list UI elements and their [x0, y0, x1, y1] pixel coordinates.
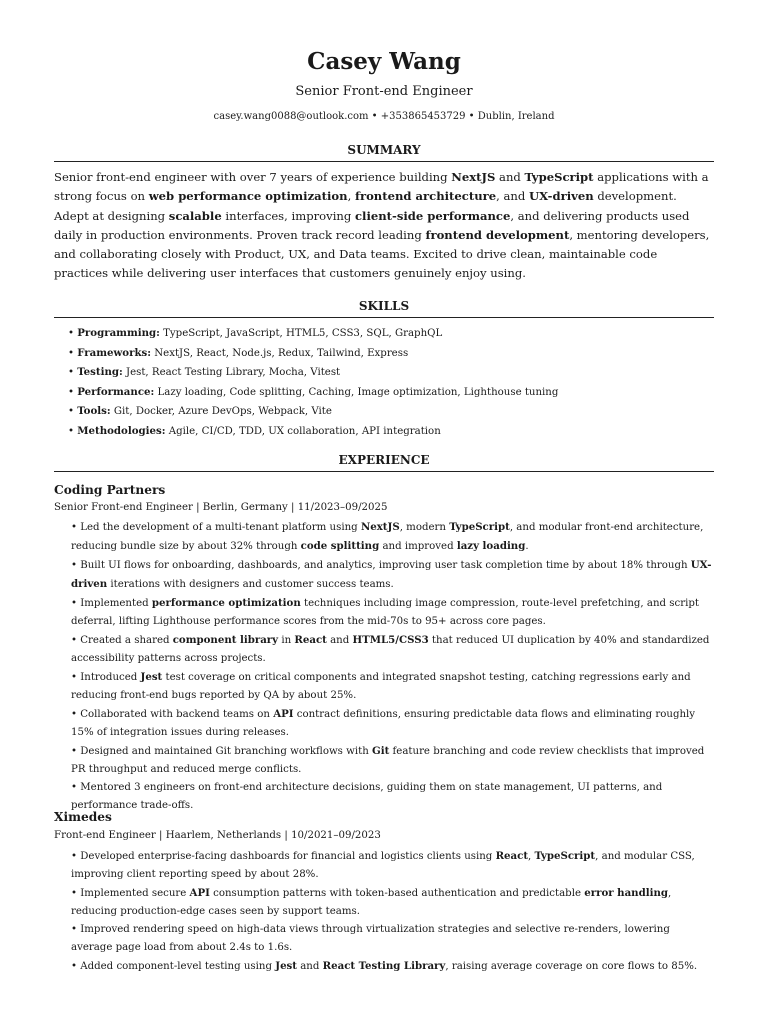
- bullet: •: [71, 709, 81, 720]
- skill-value: Agile, CI/CD, TDD, UX collaboration, API integration: [165, 425, 441, 437]
- bold-text: React Testing Library: [322, 960, 446, 972]
- skill-item: [68, 402, 714, 422]
- text-run: interfaces, improving: [221, 208, 355, 223]
- bullet: •: [71, 888, 81, 899]
- company-name: Ximedes: [54, 810, 112, 824]
- text-run: test coverage on critical components and integrated snapshot testing, catching regressions early and reducing front-end bugs reported by QA by about 25%.: [71, 672, 691, 701]
- bold-text: React: [495, 850, 529, 862]
- text-run: .: [525, 541, 529, 552]
- bold-text: frontend development: [425, 227, 570, 242]
- experience-bullet: [71, 742, 714, 779]
- bold-text: lazy loading: [456, 540, 526, 552]
- skill-item: [68, 383, 714, 403]
- bullet: •: [68, 367, 78, 379]
- text-run: and: [495, 170, 525, 184]
- skill-value: Lazy loading, Code splitting, Caching, Image optimization, Lighthouse tuning: [154, 386, 559, 398]
- text-run: feature branching and code review checklists that improved PR throughput and reduced merge conflicts.: [71, 746, 705, 775]
- text-run: , raising average coverage on core flows to 85%.: [445, 961, 698, 972]
- bold-text: TypeScript: [534, 850, 596, 862]
- section-heading-summary: SUMMARY: [54, 142, 714, 162]
- text-run: Developed enterprise-facing dashboards for financial and logistics clients using: [80, 851, 496, 862]
- bold-text: TypeScript: [449, 521, 510, 533]
- text-run: Improved rendering speed on high-data views through virtualization strategies and selective re-renders, lowering average page load from about 2.4s to 1.6s.: [71, 924, 670, 953]
- company-name: Coding Partners: [54, 483, 166, 497]
- bullet: •: [71, 746, 81, 757]
- text-run: iterations with designers and customer success teams.: [107, 579, 394, 590]
- text-run: consumption patterns with token-based authentication and predictable: [209, 888, 585, 899]
- text-run: Created a shared: [80, 635, 173, 646]
- bold-text: Git: [372, 745, 390, 757]
- text-run: applications with a strong focus on: [54, 170, 709, 204]
- bold-text: API: [273, 708, 294, 720]
- text-run: Added component-level testing using: [80, 961, 276, 972]
- bullet: •: [71, 672, 81, 683]
- email-link[interactable]: casey.wang0088@outlook.com: [213, 111, 369, 122]
- text-run: , modern: [399, 522, 450, 533]
- text-run: and: [297, 961, 323, 972]
- text-run: Collaborated with backend teams on: [80, 709, 274, 720]
- bold-text: UX-driven: [528, 189, 594, 204]
- skill-item: [68, 422, 714, 442]
- bold-text: web performance optimization: [148, 189, 348, 204]
- skill-label: Frameworks:: [77, 346, 152, 359]
- bullet: •: [68, 425, 78, 437]
- experience-bullet: [71, 631, 714, 668]
- text-run: ,: [347, 189, 355, 204]
- skill-value: TypeScript, JavaScript, HTML5, CSS3, SQL, GraphQL: [159, 328, 443, 339]
- text-run: , mentoring developers, and collaborating closely with Product, UX, and Data teams. Excited to drive clean, maintainable code practices while delivering user interfaces that customers genuinely enjoy using.: [54, 227, 710, 281]
- text-run: Introduced: [80, 672, 141, 683]
- text-run: development. Adept at designing: [54, 189, 677, 223]
- section-heading-experience: EXPERIENCE: [54, 452, 714, 472]
- bold-text: NextJS: [360, 521, 400, 533]
- skill-label: Methodologies:: [77, 424, 166, 437]
- location: Dublin, Ireland: [477, 111, 555, 122]
- skill-label: Performance:: [77, 385, 155, 398]
- text-run: Senior front-end engineer with over 7 years of experience building: [54, 170, 452, 184]
- skill-label: Tools:: [77, 405, 111, 418]
- skill-item: [68, 344, 714, 364]
- job-title: Senior Front-end Engineer: [295, 84, 473, 99]
- bullet: •: [71, 924, 81, 935]
- role-line: Senior Front-end Engineer | Berlin, Germany | 11/2023–09/2025: [54, 502, 388, 513]
- bold-text: UX-driven: [71, 559, 712, 590]
- text-run: , and modular front-end architecture, reducing bundle size by about 32% through: [71, 522, 704, 552]
- experience-bullet: [71, 921, 714, 957]
- skill-item: [68, 363, 714, 383]
- bullet: •: [71, 782, 81, 793]
- skill-label: Testing:: [77, 366, 123, 379]
- text-run: and improved: [379, 541, 457, 552]
- text-run: , reducing production-edge cases seen by support teams.: [71, 888, 672, 917]
- role-line: Front-end Engineer | Haarlem, Netherlands | 10/2021–09/2023: [54, 830, 381, 841]
- bold-text: frontend architecture: [354, 189, 497, 204]
- experience-bullet: [71, 847, 714, 884]
- skills-list: [68, 324, 714, 442]
- text-run: and: [326, 635, 353, 646]
- text-run: contract definitions, ensuring predictable data flows and eliminating roughly 15% of integration issues during releases.: [71, 709, 696, 738]
- skill-value: Jest, React Testing Library, Mocha, Vitest: [122, 367, 341, 379]
- contact-line: [54, 110, 714, 124]
- text-run: Implemented secure: [80, 888, 190, 899]
- experience-bullet: [71, 556, 714, 594]
- text-run: Implemented: [80, 598, 152, 609]
- text-run: Built UI flows for onboarding, dashboards, and analytics, improving user task completion time by about 18% through: [80, 560, 691, 571]
- skill-value: Git, Docker, Azure DevOps, Webpack, Vite: [110, 406, 332, 418]
- separator: •: [368, 111, 381, 122]
- skill-label: Programming:: [77, 327, 160, 339]
- experience-bullets: [71, 518, 714, 815]
- bullet: •: [71, 560, 81, 571]
- bold-text: scalable: [168, 208, 222, 223]
- section-heading-skills: SKILLS: [54, 298, 714, 318]
- bullet: •: [68, 406, 78, 418]
- phone-number: +353865453729: [380, 111, 466, 122]
- text-run: Mentored 3 engineers on front-end architecture decisions, guiding them on state management, UI patterns, and performance trade-offs.: [71, 782, 663, 811]
- experience-bullets: [71, 847, 714, 976]
- text-run: that reduced UI duplication by 40% and standardized accessibility patterns across projects.: [71, 635, 710, 664]
- separator: •: [465, 111, 478, 122]
- bullet: •: [68, 328, 78, 339]
- bullet: •: [71, 598, 81, 609]
- experience-bullet: [71, 668, 714, 705]
- bold-text: React: [294, 634, 327, 646]
- text-run: , and: [496, 189, 529, 204]
- bold-text: TypeScript: [524, 170, 594, 184]
- bold-text: error handling: [584, 887, 668, 899]
- text-run: , and modular CSS, improving client reporting speed by about 28%.: [71, 851, 695, 880]
- bullet: •: [71, 961, 81, 972]
- experience-bullet: [71, 884, 714, 921]
- text-run: techniques including image compression, route-level prefetching, and script deferral, lifting Lighthouse performance scores from the mid-70s to 95+ across core pages.: [71, 598, 699, 627]
- text-run: Led the development of a multi-tenant platform using: [80, 522, 361, 533]
- bold-text: code splitting: [300, 540, 380, 552]
- bold-text: component library: [172, 634, 279, 646]
- bold-text: performance optimization: [151, 597, 301, 609]
- experience-bullet: [71, 705, 714, 742]
- skill-value: NextJS, React, Node.js, Redux, Tailwind, Express: [151, 347, 409, 359]
- experience-bullet: [71, 594, 714, 631]
- bold-text: HTML5/CSS3: [352, 634, 429, 646]
- candidate-name: Casey Wang: [307, 48, 461, 75]
- experience-bullet: [71, 518, 714, 556]
- text-run: in: [278, 635, 295, 646]
- text-run: , and delivering products used daily in production environments. Proven track record leading: [54, 208, 690, 242]
- bold-text: client-side performance: [354, 208, 511, 223]
- bullet: •: [71, 522, 81, 533]
- experience-bullet: [71, 957, 714, 976]
- bold-text: NextJS: [451, 170, 496, 184]
- summary-paragraph: [54, 168, 714, 284]
- skill-item: [68, 324, 714, 344]
- bullet: •: [68, 386, 78, 398]
- bullet: •: [68, 347, 78, 359]
- bullet: •: [71, 635, 81, 646]
- text-run: Designed and maintained Git branching workflows with: [80, 746, 373, 757]
- bullet: •: [71, 851, 81, 862]
- text-run: ,: [528, 851, 535, 862]
- bold-text: API: [189, 887, 210, 899]
- bold-text: Jest: [140, 671, 163, 683]
- bold-text: Jest: [275, 960, 297, 972]
